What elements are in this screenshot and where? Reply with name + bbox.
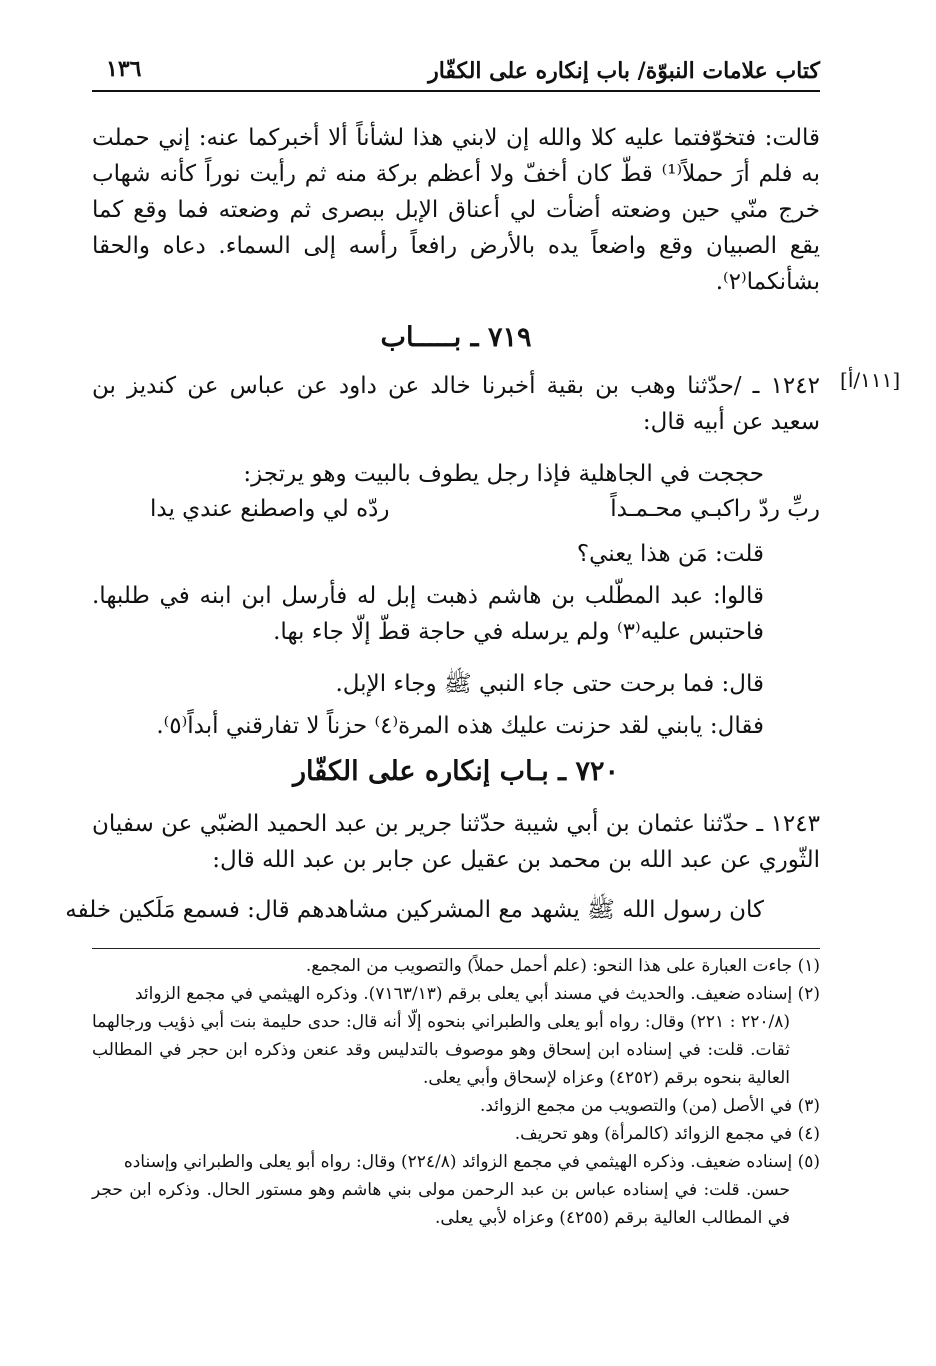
text-line-4: قال: فما برحت حتى جاء النبي ﷺ وجاء الإبل. xyxy=(335,671,764,697)
footnote-separator xyxy=(92,948,820,949)
text-line-2: قلت: مَن هذا يعني؟ xyxy=(576,541,764,567)
intro-paragraph: قالت: فتخوّفتما عليه كلا والله إن لابني هذا لشأناً ألا أخبركما عنه: إني حملت به فلم أرَ حملاً⁽¹⁾ قطّ كان أخفّ ولا أعظم بركة منه ثم رأيت نوراً كأنه شهاب خرج منّي حين وضعته أضأت لي أعناق الإبل ببصرى ثم وضعته فما وقع كما يقع الصبيان وقع واضعاً يده بالأرض رافعاً رأسه إلى السماء. دعاه والحقا بشأنكما⁽٢⁾. xyxy=(92,125,820,295)
margin-reference: [١١١/أ] xyxy=(840,368,901,392)
footnote-2-continued: (٢٢٠/٨ : ٢٢١) وقال: رواه أبو يعلى والطبراني بنحوه إلّا أنه قال: حدى حليمة بنت أبي ذؤيب ورجالهما ثقات. قلت: في إسناده ابن إسحاق وهو موصوف بالتدليس وقد عنعن وذكره ابن حجر في المطالب العالية بنحوه برقم (٤٢٥٢) وعزاه لإسحاق وأبي يعلى. xyxy=(92,1012,790,1088)
footnote-3: (٣) في الأصل (من) والتصويب من مجمع الزوائد. xyxy=(479,1096,820,1116)
footnote-5: (٥) إسناده ضعيف. وذكره الهيثمي في مجمع الزوائد (٢٢٤/٨) وقال: رواه أبو يعلى والطبراني وإسناده xyxy=(123,1152,820,1172)
page-number: ١٣٦ xyxy=(106,56,142,82)
header-title: كتاب علامات النبوّة/ باب إنكاره على الكفّار xyxy=(428,58,820,84)
hadith-1242: ١٢٤٢ ـ /حدّثنا وهب بن بقية أخبرنا خالد عن داود عن عباس عن كنديز بن سعيد عن أبيه قال: xyxy=(92,373,820,435)
footnotes xyxy=(92,952,820,1232)
text-line-6: كان رسول الله ﷺ يشهد مع المشركين مشاهدهم قال: فسمع مَلَكين خلفه xyxy=(65,897,764,923)
verse-second-hemistich: ردّه لي واصطنع عندي يدا xyxy=(150,496,390,522)
poem-verse xyxy=(140,496,820,532)
chapter-heading-720: ٧٢٠ ـ بـاب إنكاره على الكفّار xyxy=(293,756,619,787)
text-line-1: حججت في الجاهلية فإذا رجل يطوف بالبيت وهو يرتجز: xyxy=(243,461,764,487)
text-line-5: فقال: يابني لقد حزنت عليك هذه المرة⁽٤⁾ حزناً لا تفارقني أبداً⁽٥⁾. xyxy=(156,713,764,739)
footnote-5-continued: حسن. قلت: في إسناده عباس بن عبد الرحمن مولى بني هاشم وهو مستور الحال. وذكره ابن حجر في المطالب العالية برقم (٤٢٥٥) وعزاه لأبي يعلى. xyxy=(92,1180,790,1228)
text-line-3: قالوا: عبد المطّلب بن هاشم ذهبت إبل له فأرسل ابن ابنه في طلبها. فاحتبس عليه⁽٣⁾ ولم يرسله في حاجة قطّ إلّا جاء بها. xyxy=(92,583,764,645)
hadith-1243: ١٢٤٣ ـ حدّثنا عثمان بن أبي شيبة حدّثنا جرير بن عبد الحميد الضبّي عن سفيان الثّوري عن عبد الله بن محمد بن عقيل عن جابر بن عبد الله قال: xyxy=(92,811,820,873)
footnote-4: (٤) في مجمع الزوائد (كالمرأة) وهو تحريف. xyxy=(514,1124,820,1144)
verse-first-hemistich: ربِّ ردّ راكبـي محـمـداً xyxy=(610,496,820,522)
footnote-2: (٢) إسناده ضعيف. والحديث في مسند أبي يعلى برقم (٧١٦٣/١٣). وذكره الهيثمي في مجمع الزوائد xyxy=(134,984,820,1004)
running-header xyxy=(92,52,820,92)
footnote-1: (١) جاءت العبارة على هذا النحو: (علم أحمل حملاً) والتصويب من المجمع. xyxy=(305,956,820,976)
chapter-heading-719: ٧١٩ ـ بـــــاب xyxy=(380,322,532,353)
